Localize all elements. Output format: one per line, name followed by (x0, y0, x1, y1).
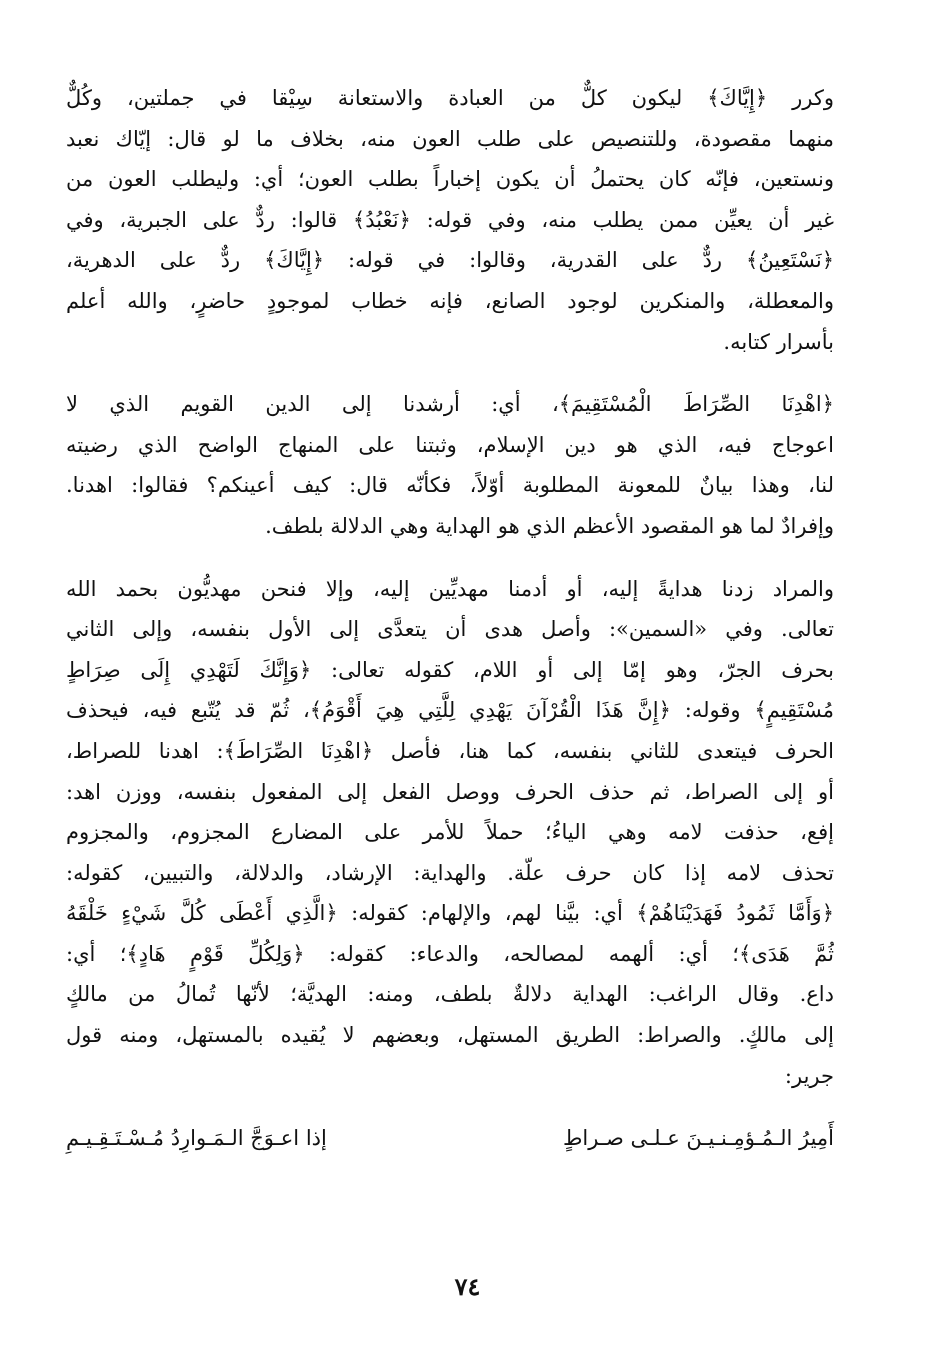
poem-second-hemistich: إذا اعـوَجَّ الـمَـوارِدُ مُـسْـتَـقِـيـمِ (66, 1126, 327, 1151)
text-line: إلى مالكٍ. والصراط: الطريق المستهل، وبعضهم لا يُقيده بالمستهل، ومنه قول (66, 1023, 834, 1048)
text-line: بحرف الجرّ، وهو إمّا إلى أو اللام، كقوله تعالى: ﴿وَإِنَّكَ لَتَهْدِي إِلَى صِرَاطٍ (66, 657, 834, 682)
text-line: تعالى. وفي «السمين»: وأصل هدى أن يتعدَّى إلى الأول بنفسه، وإلى الثاني (66, 617, 834, 642)
text-line: ﴿وَأَمَّا ثَمُودُ فَهَدَيْنَاهُمْ﴾ أي: بيَّنا لهم، والإلهام: كقوله: ﴿الَّذِي أَعْطَى كُلَّ شَيْءٍ خَلْقَهُ (66, 901, 834, 926)
text-line: والمعطلة، والمنكرين لوجود الصانع، فإنه خطاب لموجودٍ حاضرٍ، والله أعلم (66, 288, 834, 313)
text-line: غير أن يعيِّن ممن يطلب منه، وفي قوله: ﴿نَعْبُدُ﴾ قالوا: ردٌّ على الجبرية، وفي (66, 207, 834, 232)
text-line: بأسرار كتابه. (723, 329, 834, 354)
text-line: ﴿نَسْتَعِينُ﴾ ردٌّ على القدرية، وقالوا: في قوله: ﴿إِيَّاكَ﴾ ردٌّ على الدهرية، (66, 248, 834, 273)
text-line: وكرر ﴿إِيَّاكَ﴾ ليكون كلٌّ من العبادة والاستعانة سِيْقا في جملتين، وكُلٌّ (66, 86, 834, 110)
text-line: تحذف لامه إذا كان حرف علّة. والهداية: الإرشاد، والدلالة، والتبيين، كقوله: (66, 860, 834, 885)
text-line: إفع، حذفت لامه وهي الياءُ؛ حملاً للأمر على المضارع المجزوم، والمجزوم (66, 820, 834, 845)
text-line: لنا، وهذا بيانٌ للمعونة المطلوبة أوّلاً، فكأنّه قال: كيف أعينكم؟ فقالوا: اهدنا. (66, 473, 834, 498)
page-body (66, 78, 834, 1158)
text-line: منهما مقصودة، وللتنصيص على طلب العون منه، بخلاف ما لو قال: إيّاك نعبد (66, 126, 834, 151)
text-line: داع. وقال الراغب: الهداية دلالةٌ بلطف، ومنه: الهديَّة؛ لأنّها تُمالُ من مالكٍ (66, 982, 834, 1007)
page-number: ٧٤ (454, 1272, 481, 1301)
text-line: ثُمَّ هَدَى﴾؛ أي: ألهمه لمصالحه، والدعاء: كقوله: ﴿وَلِكُلِّ قَوْمٍ هَادٍ﴾؛ أي: (66, 941, 834, 966)
text-line: الحرف فيتعدى للثاني بنفسه، كما هنا، فأصل ﴿اهْدِنَا الصِّرَاطَ﴾: اهدنا للصراط، (66, 738, 834, 763)
paragraph-iyyaka (66, 78, 834, 362)
text-line: اعوجاج فيه، الذي هو دين الإسلام، وثبتنا على المنهاج الواضح الذي رضيته (66, 432, 834, 457)
paragraph-ihdina (66, 384, 834, 546)
text-line: ﴿اهْدِنَا الصِّرَاطَ الْمُسْتَقِيمَ﴾، أي: أرشدنا إلى الدين القويم الذي لا (66, 392, 834, 417)
text-line: والمراد زدنا هدايةً إليه، أو أدمنا مهديِّين إليه، وإلا فنحن مهديُّون بحمد الله (66, 576, 834, 601)
poem-verse (66, 1118, 834, 1158)
poem-first-hemistich: أَمِيرُ الـمُـؤمِـنـيـنَ عـلـى صـراطٍ (562, 1126, 834, 1151)
paragraph-hidaya (66, 569, 834, 1097)
text-line: مُسْتَقِيمٍ﴾ وقوله: ﴿إِنَّ هَذَا الْقُرْآنَ يَهْدِي لِلَّتِي هِيَ أَقْوَمُ﴾، ثُمّ قد يُتّبع فيه، فيحذف (66, 698, 834, 723)
text-line: أو إلى الصراط، ثم حذف الحرف ووصل الفعل إلى المفعول بنفسه، ووزن اهد: (66, 779, 834, 804)
text-line: وإفرادٌ لما هو المقصود الأعظم الذي هو الهداية وهي الدلالة بلطف. (265, 513, 834, 538)
text-line: ونستعين، فإنّه كان يحتملُ أن يكون إخباراً بطلب العون؛ أي: وليطلب العون من (66, 167, 834, 192)
text-line: جرير: (784, 1063, 834, 1088)
